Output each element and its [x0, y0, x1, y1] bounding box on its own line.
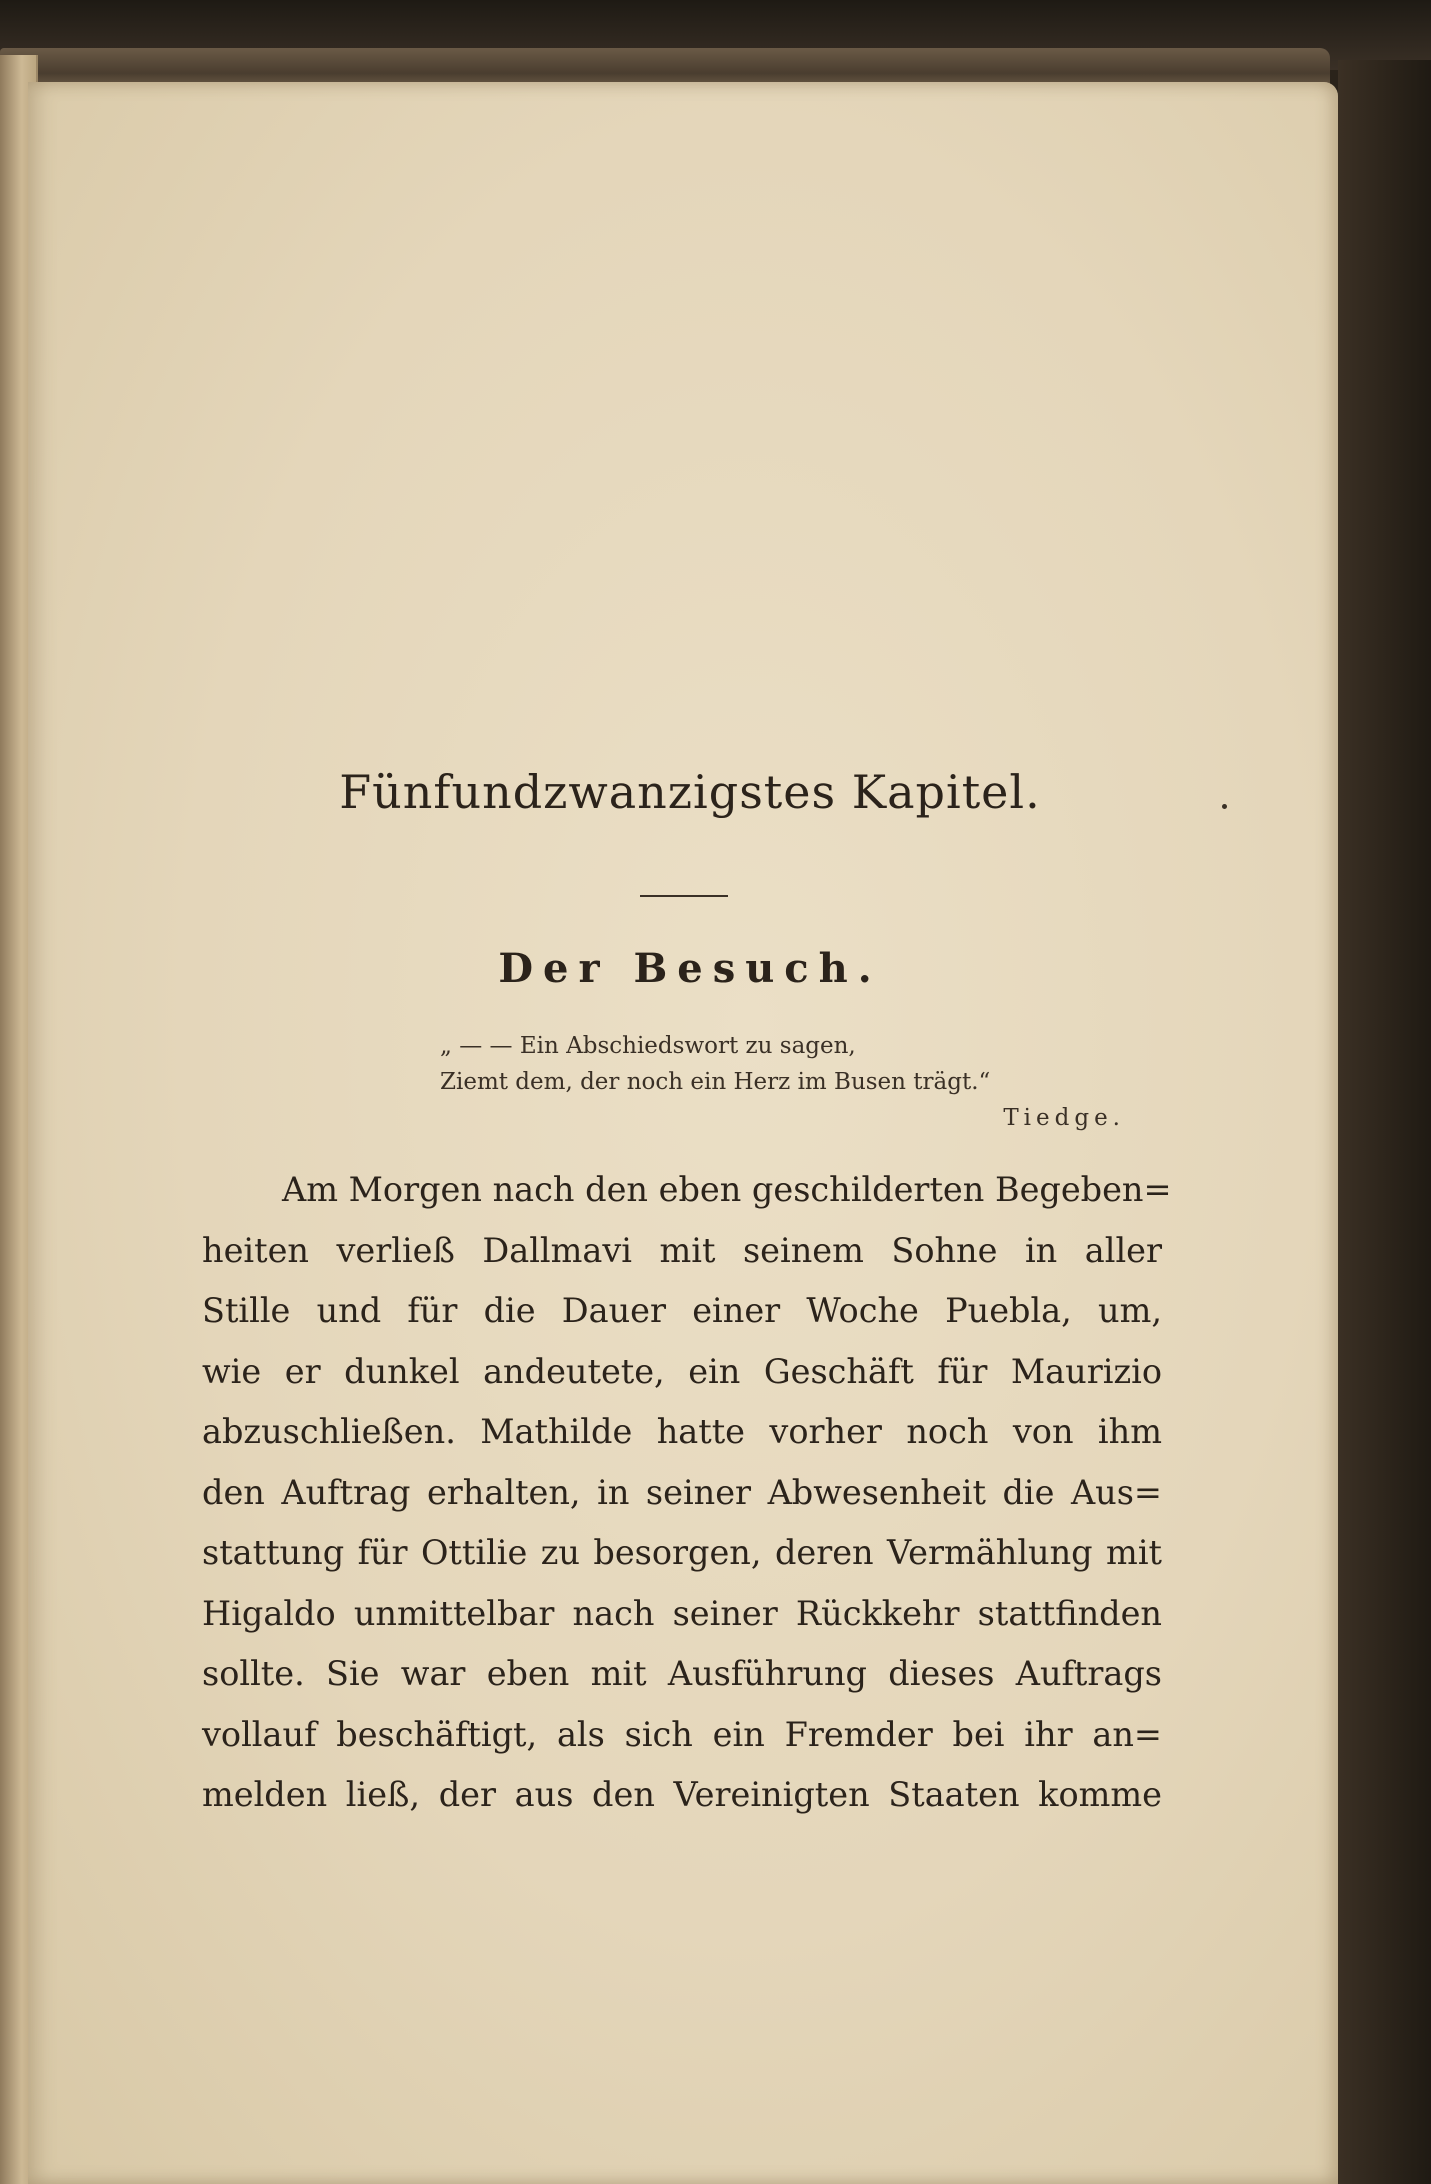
text-line: abzuschließen. Mathilde hatte vorher noch von ihm — [202, 1412, 1162, 1451]
text-line: den Auftrag erhalten, in seiner Abwesenheit die Aus= — [202, 1472, 1162, 1512]
text-line: Am Morgen nach den eben geschilderten Begeben= — [282, 1170, 1172, 1209]
epigraph-author: Tiedge. — [1003, 1105, 1125, 1131]
text-line: heiten verließ Dallmavi mit seinem Sohne in aller — [202, 1230, 1162, 1270]
title-divider — [640, 895, 728, 897]
body-paragraph — [202, 1160, 1172, 1826]
text-line: melden ließ, der aus den Vereinigten Staaten komme — [202, 1775, 1162, 1814]
text-line: Stille und für die Dauer einer Woche Puebla, um, — [202, 1291, 1162, 1330]
book-edge-right — [1338, 60, 1431, 2184]
text-line: sollte. Sie war eben mit Ausführung dieses Auftrags — [202, 1654, 1162, 1693]
epigraph-line: „ — — Ein Abschiedswort zu sagen, — [440, 1033, 856, 1059]
text-line: wie er dunkel andeutete, ein Geschäft für Maurizio — [202, 1351, 1162, 1391]
ink-speck — [1222, 804, 1227, 809]
section-title: Der Besuch. — [498, 945, 882, 992]
text-line: Higaldo unmittelbar nach seiner Rückkehr stattfinden — [202, 1593, 1162, 1633]
chapter-title: Fünfundzwanzigstes Kapitel. — [339, 765, 1041, 819]
epigraph — [440, 1028, 1125, 1136]
text-line: stattung für Ottilie zu besorgen, deren Vermählung mit — [202, 1533, 1162, 1572]
text-line: vollauf beschäftigt, als sich ein Fremder bei ihr an= — [202, 1714, 1162, 1754]
epigraph-line: Ziemt dem, der noch ein Herz im Busen trägt.“ — [440, 1069, 991, 1095]
